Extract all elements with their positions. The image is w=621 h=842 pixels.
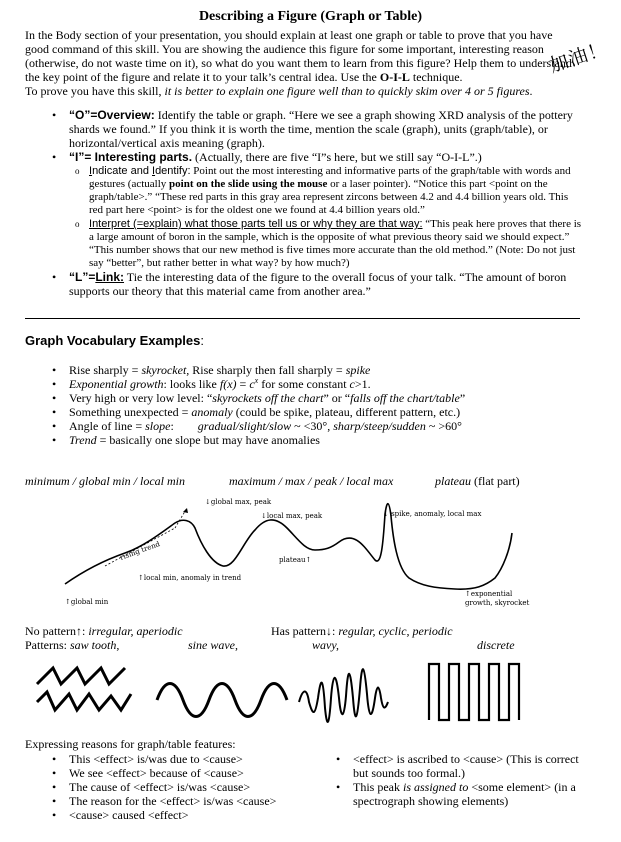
sine-label: sine wave, <box>188 638 238 652</box>
vocab-item: • Trend = basically one slope but may have anomalies <box>52 433 320 447</box>
pattern-examples <box>25 658 565 732</box>
example-curve-graph <box>25 488 585 618</box>
patterns-label: Patterns: saw tooth, <box>25 638 120 652</box>
interesting-item: • “I”= Interesting parts. (Actually, there are five “I”s here, but we still say “O-I-L”.) o Indicate and Identify: Point out the most interesting and informative parts of the graph/table with words and gestures (actually point on the slide using the mouse or a laser pointer). “Notice this part <point on the graph/table>.” “These red parts in this gray area represent zircons between 4.2 and 4.4 billion years old. This red part here <point> is for the oldest one we found at 4.4 billion years old.” o Interpret (=explain) what those parts tell us or why they are that way: “This peak here proves that there is a large amount of boron in the sample, which is the opposite of what previous theory said we should expect.” “This number shows that our new method is five times more accurate than the old method.” (Note: Do not just say “better”, but rather better in what way? by how much?) <box>52 150 582 269</box>
link-item: • “L”=Link: Tie the interesting data of the figure to the overall focus of your talk. “The amount of boron supports our theory that this material came from another area.” <box>52 270 567 298</box>
reasons-right-list <box>336 752 596 808</box>
exponential-label-1: ↑exponential <box>465 590 513 598</box>
global-max-label: ↓global max, peak <box>205 498 272 506</box>
minimum-label: minimum / global min / local min <box>25 474 185 488</box>
global-min-label: ↑global min <box>65 598 109 606</box>
vocab-list <box>52 363 572 447</box>
page-title: Describing a Figure (Graph or Table) <box>198 9 423 24</box>
reasons-heading: Expressing reasons for graph/table features: <box>25 737 236 751</box>
vocab-item: • Rise sharply = skyrocket, Rise sharply then fall sharply = spike <box>52 363 371 377</box>
no-pattern-label: No pattern↑: irregular, aperiodic <box>25 624 183 638</box>
rising-trend-label: rising trend <box>118 540 162 562</box>
discrete-label: discrete <box>477 638 515 652</box>
vocab-item: • Exponential growth: looks like $f(x) = c^x$ for some constant c>1. <box>52 376 371 391</box>
circle-bullet: o <box>75 166 80 176</box>
vocab-item: • Very high or very low level: “skyrockets off the chart” or “falls off the chart/table” <box>52 391 466 405</box>
bullet-dot: • <box>52 270 57 284</box>
indicate-identify-item: o Indicate and Identify: Point out the most interesting and informative parts of the graph/table with words and gestures (actually point on the slide using the mouse or a laser pointer). “Notice this part <point on the graph/table>.” “These red parts in this gray area represent zircons between 4.2 and 4.4 billion years old. This red part here <point> is for the oldest one we found at 4.4 billion years old.” <box>75 165 571 216</box>
vocab-heading: Graph Vocabulary Examples: <box>25 333 204 348</box>
trend-arrowhead <box>183 508 188 513</box>
reason-item: • The reason for the <effect> is/was <cause> <box>52 794 277 808</box>
wavy-line <box>299 669 388 722</box>
bullet-dot: • <box>52 150 57 164</box>
discrete-square-wave <box>429 664 519 720</box>
handwritten-stamp: 加油！ <box>546 37 611 78</box>
plateau-label: plateau (flat part) <box>435 474 520 488</box>
reason-item: • We see <effect> because of <cause> <box>52 766 244 780</box>
reason-item: • This <effect> is/was due to <cause> <box>52 752 243 766</box>
reasons-left-list <box>52 752 302 822</box>
exponential-label-2: growth, skyrocket <box>465 599 530 607</box>
has-pattern-label: Has pattern↓: regular, cyclic, periodic <box>271 624 453 638</box>
sine-wave <box>157 684 287 717</box>
section-divider <box>25 318 580 319</box>
local-max-label: ↓local max, peak <box>261 512 323 520</box>
circle-bullet: o <box>75 219 80 229</box>
overview-item: • “O”=Overview: Identify the table or graph. “Here we see a graph showing XRD analysis of the pottery shards we found.” If you think it is worth the time, mention the scale (graph), units (graph/table), or horizontal/vertical axis meaning (graph). <box>52 108 573 150</box>
local-min-label: ↑local min, anomaly in trend <box>138 574 242 582</box>
vocab-item: • Something unexpected = anomaly (could be spike, plateau, different pattern, etc.) <box>52 405 461 419</box>
interpret-item: o Interpret (=explain) what those parts tell us or why they are that way: “This peak here proves that there is a large amount of boron in the sample, which is the opposite of what previous theory said we should expect.” “This number shows that our new method is five times more accurate than the old method.” (Note: Do not just say “better”, but rather better in what way? by how much?) <box>75 218 582 269</box>
reason-item: • This peak is assigned to <some element> (in a spectrograph showing elements) <box>336 780 576 808</box>
plateau-arrow-label: plateau↑ <box>279 556 312 564</box>
wavy-label: wavy, <box>312 638 339 652</box>
maximum-label: maximum / max / peak / local max <box>229 474 394 488</box>
intro-paragraph: In the Body section of your presentation, you should explain at least one graph or table to prove that you have good command of this skill. You are showing the audience this figure for some important, interesting reason (otherwise, do not waste time on it), so what do you want them to learn from this figure? Help them to understand the key point of the figure and relate it to your talk’s central idea. Use the O-I-L technique. To prove you have this skill, it is better to explain one figure well than to quickly skim over 4 or 5 figures. <box>25 28 572 98</box>
reason-item: • <effect> is ascribed to <cause> (This is correct but sounds too formal.) <box>336 752 579 780</box>
saw-tooth-bottom <box>37 692 131 710</box>
reason-item: • The cause of <effect> is/was <cause> <box>52 780 251 794</box>
reason-item: • <cause> caused <effect> <box>52 808 189 822</box>
spike-label: ↓ spike, anomaly, local max <box>383 510 482 518</box>
vocab-item: • Angle of line = slope: gradual/slight/slow ~ <30°, sharp/steep/sudden ~ >60° <box>52 419 462 433</box>
bullet-dot: • <box>52 108 57 122</box>
saw-tooth-top <box>37 668 125 684</box>
oil-list <box>52 108 582 298</box>
